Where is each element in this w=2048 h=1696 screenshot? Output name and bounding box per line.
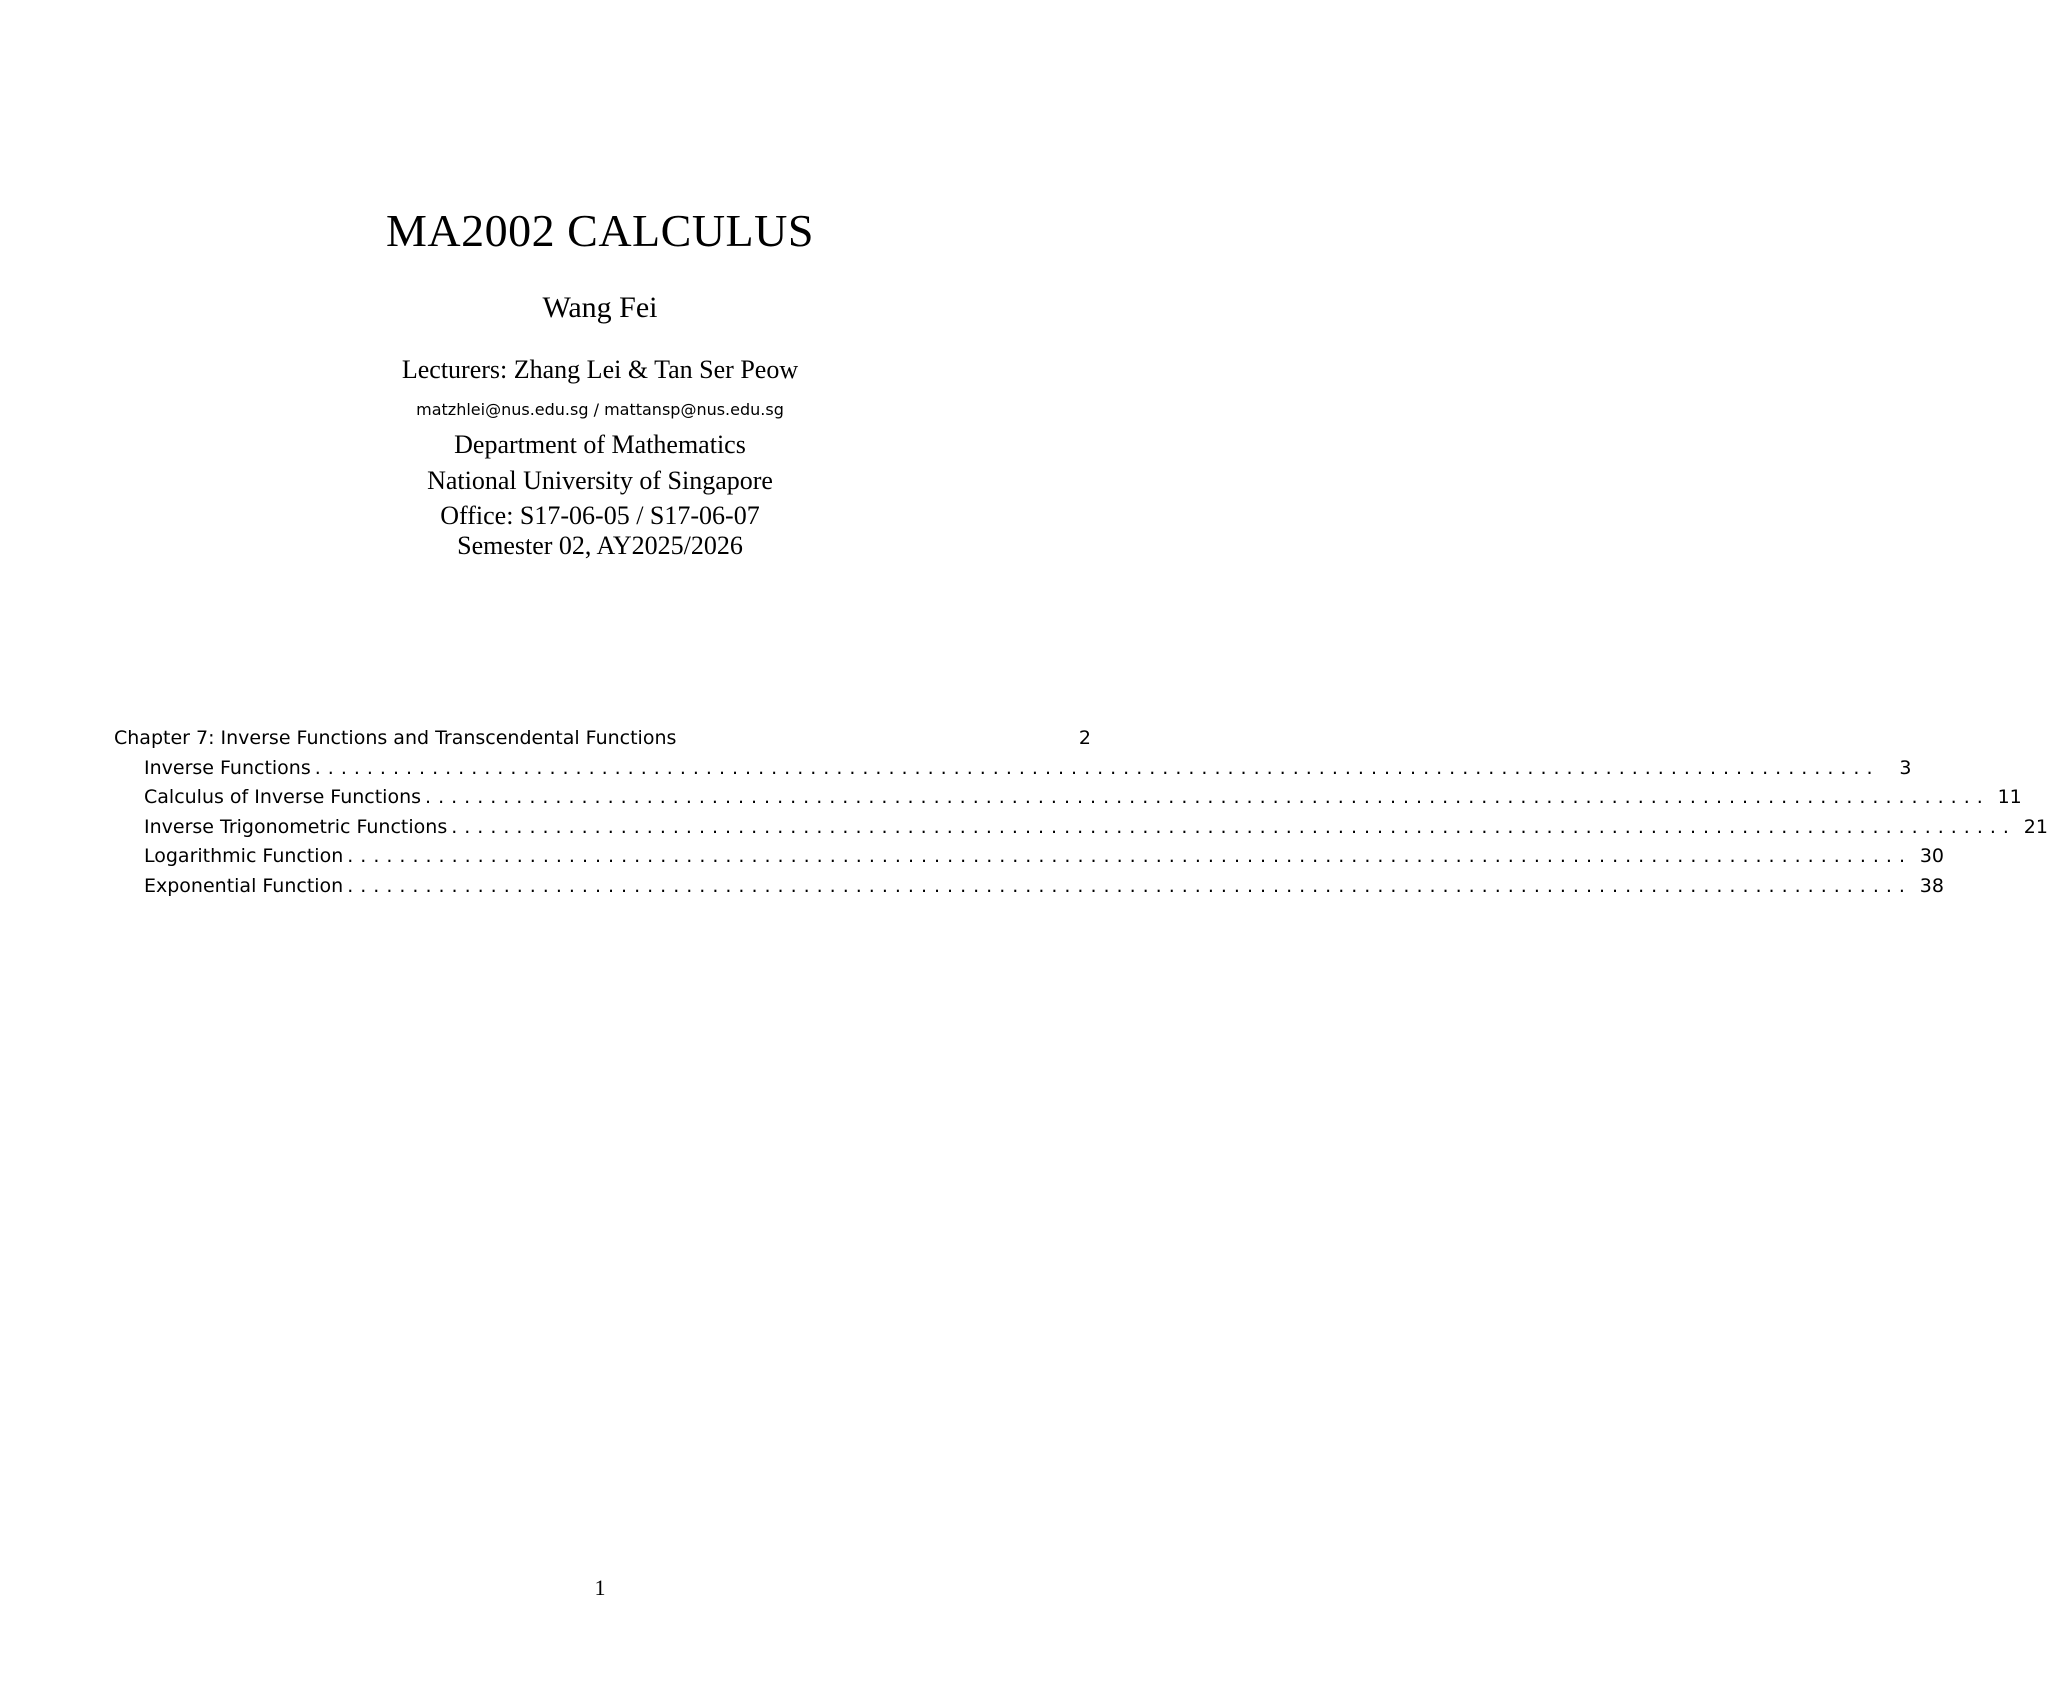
toc-entry-label: Inverse Trigonometric Functions <box>144 815 448 838</box>
toc-section-entry[interactable] <box>114 872 1944 902</box>
university-name: National University of Singapore <box>427 466 773 495</box>
toc-entry-page: 38 <box>1919 874 1944 897</box>
table-of-contents <box>114 724 2048 901</box>
semester-info: Semester 02, AY2025/2026 <box>457 531 743 560</box>
toc-dot-leader: ........................................................................................................................ <box>314 756 1880 779</box>
toc-entry-label: Chapter 7: Inverse Functions and Transcendental Functions <box>114 727 677 749</box>
toc-chapter-entry[interactable] <box>114 724 1091 754</box>
toc-entry-page: 21 <box>2023 815 2048 838</box>
author-name: Wang Fei <box>542 291 658 324</box>
toc-entry-label: Exponential Function <box>144 874 344 897</box>
office-location: Office: S17-06-05 / S17-06-07 <box>440 501 760 530</box>
lecturers-line: Lecturers: Zhang Lei & Tan Ser Peow <box>401 355 799 384</box>
toc-entry-label: Inverse Functions <box>144 756 311 779</box>
department-name: Department of Mathematics <box>454 430 746 459</box>
toc-entry-page: 30 <box>1919 845 1944 867</box>
document-title: MA2002 CALCULUS <box>386 205 814 256</box>
page-number: 1 <box>594 1575 606 1600</box>
toc-section-entry[interactable] <box>114 783 2022 813</box>
toc-entry-label: Calculus of Inverse Functions <box>144 786 422 808</box>
toc-dot-leader: ........................................................................................................................ <box>425 786 1990 808</box>
toc-entry-page: 3 <box>1899 756 1912 779</box>
toc-dot-leader: ........................................................................................................................ <box>451 815 2016 838</box>
toc-section-entry[interactable] <box>114 813 2048 843</box>
toc-entry-page: 11 <box>1997 786 2022 808</box>
lecturer-emails: matzhlei@nus.edu.sg / mattansp@nus.edu.sg <box>416 400 784 419</box>
toc-dot-leader: ........................................................................................................................ <box>347 874 1912 897</box>
toc-section-entry[interactable] <box>114 754 1912 784</box>
toc-entry-label: Logarithmic Function <box>144 845 344 867</box>
toc-dot-leader: ........................................................................................................................ <box>347 845 1912 867</box>
toc-section-entry[interactable] <box>114 842 1944 872</box>
toc-entry-page: 2 <box>1078 727 1091 749</box>
